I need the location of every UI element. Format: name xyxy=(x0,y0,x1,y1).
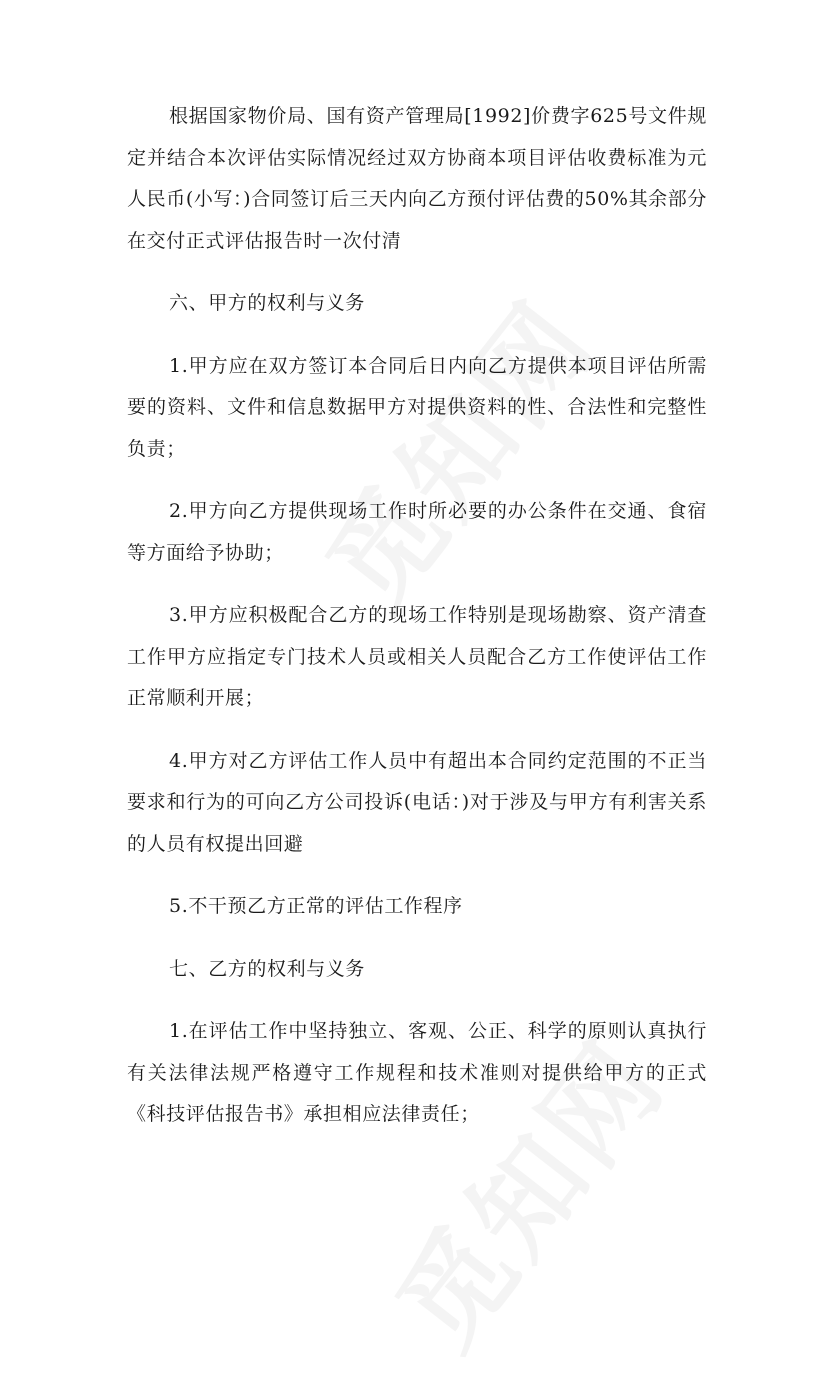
paragraph-party-a-item-4: 4.甲方对乙方评估工作人员中有超出本合同约定范围的不正当要求和行为的可向乙方公司投诉(电话：)对于涉及与甲方有利害关系的人员有权提出回避 xyxy=(127,749,707,855)
section-heading-party-b: 七、乙方的权利与义务 xyxy=(169,957,366,980)
paragraph-party-a-item-2: 2.甲方向乙方提供现场工作时所必要的办公条件在交通、食宿等方面给予协助； xyxy=(127,500,707,564)
paragraph-party-a-item-3: 3.甲方应积极配合乙方的现场工作特别是现场勘察、资产清查工作甲方应指定专门技术人员或相关人员配合乙方工作使评估工作正常顺利开展； xyxy=(127,604,707,709)
paragraph-party-a-item-1: 1.甲方应在双方签订本合同后日内向乙方提供本项目评估所需要的资料、文件和信息数据甲方对提供资料的性、合法性和完整性负责； xyxy=(127,354,707,460)
paragraph-fee-standard: 根据国家物价局、国有资产管理局[1992]价费字625号文件规定并结合本次评估实际情况经过双方协商本项目评估收费标准为元人民币(小写：)合同签订后三天内向乙方预付评估费的50%其余部分在交付正式评估报告时一次付清 xyxy=(127,105,707,252)
section-heading-party-a: 六、甲方的权利与义务 xyxy=(169,292,366,314)
paragraph-party-a-item-5: 5.不干预乙方正常的评估工作程序 xyxy=(169,895,463,917)
document-body xyxy=(127,96,707,1157)
paragraph-party-b-item-1: 1.在评估工作中坚持独立、客观、公正、科学的原则认真执行有关法律法规严格遵守工作规程和技术准则对提供给甲方的正式《科技评估报告书》承担相应法律责任； xyxy=(127,1020,707,1125)
